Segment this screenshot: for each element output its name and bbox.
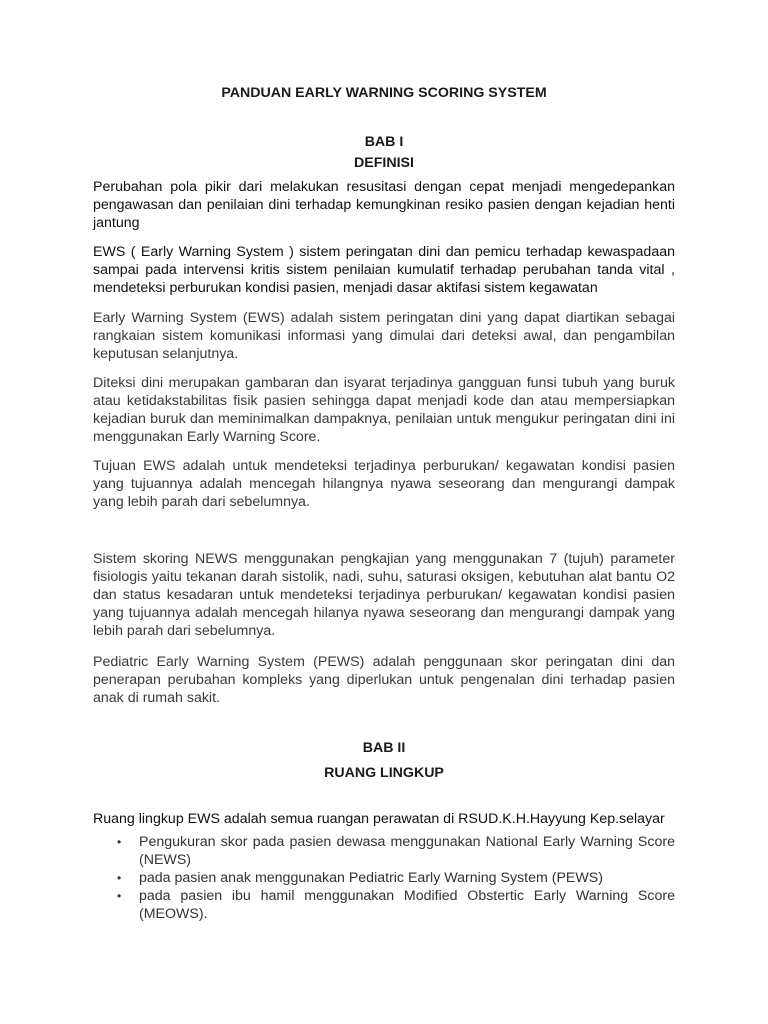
definition-paragraph-3: Early Warning System (EWS) adalah sistem peringatan dini yang dapat diartikan sebagai rangkaian sistem komunikasi informasi yang dimulai dari deteksi awal, dan pengambilan keputusan selanjutnya. (93, 310, 675, 362)
bullet-icon: • (117, 835, 122, 849)
definition-paragraph-1: Perubahan pola pikir dari melakukan resusitasi dengan cepat menjadi mengedepankan pengawasan dan penilaian dini terhadap kemungkinan resiko pasien dengan kejadian henti jantung (93, 179, 675, 231)
list-item (93, 869, 675, 887)
scope-intro: Ruang lingkup EWS adalah semua ruangan perawatan di RSUD.K.H.Hayyung Kep.selayar (93, 811, 665, 827)
definition-paragraph-7: Pediatric Early Warning System (PEWS) adalah penggunaan skor peringatan dini dan penerapan perubahan kompleks yang diperlukan untuk pengenalan dini terhadap pasien anak di rumah sakit. (93, 654, 675, 706)
definition-paragraph-5: Tujuan EWS adalah untuk mendeteksi terjadinya perburukan/ kegawatan kondisi pasien yang tujuannya adalah mencegah hilangnya nyawa seseorang dan mengurangi dampak yang lebih parah dari sebelumnya. (93, 458, 675, 510)
bullet-icon: • (117, 889, 122, 903)
bab2-label: BAB II (362, 740, 406, 756)
list-item (93, 833, 675, 869)
definition-paragraph-4: Diteksi dini merupakan gambaran dan isyarat terjadinya gangguan funsi tubuh yang buruk atau ketidakstabilitas fisik pasien sehingga dapat menjadi kode dan atau mempersiapkan kejadian buruk dan meminimalkan dampaknya, penilaian untuk mengukur peringatan dini ini menggunakan Early Warning Score. (93, 375, 675, 445)
definition-paragraph-2: EWS ( Early Warning System ) sistem peringatan dini dan pemicu terhadap kewaspadaan sampai pada intervensi kritis sistem penilaian kumulatif terhadap perubahan tanda vital , mendeteksi perburukan kondisi pasien, menjadi dasar aktifasi sistem kegawatan (93, 244, 675, 296)
bab1-heading: DEFINISI (354, 155, 414, 171)
bullet-icon: • (117, 871, 122, 885)
list-item-text: Pengukuran skor pada pasien dewasa menggunakan National Early Warning Score (NEWS) (139, 834, 675, 868)
document-title: PANDUAN EARLY WARNING SCORING SYSTEM (221, 85, 547, 101)
bab2-heading: RUANG LINGKUP (324, 765, 444, 781)
list-item-text: pada pasien anak menggunakan Pediatric Early Warning System (PEWS) (139, 870, 603, 886)
list-item (93, 887, 675, 923)
list-item-text: pada pasien ibu hamil menggunakan Modified Obstertic Early Warning Score (MEOWS). (139, 888, 675, 922)
scope-list (93, 833, 675, 923)
bab1-label: BAB I (364, 134, 404, 150)
definition-paragraph-6: Sistem skoring NEWS menggunakan pengkajian yang menggunakan 7 (tujuh) parameter fisiologis yaitu tekanan darah sistolik, nadi, suhu, saturasi oksigen, kebutuhan alat bantu O2 dan status kesadaran untuk mendeteksi terjadinya perburukan/ kegawatan kondisi pasien yang tujuannya adalah mencegah hilanya nyawa seseorang dan mengurangi dampak yang lebih parah dari sebelumnya. (93, 551, 675, 639)
